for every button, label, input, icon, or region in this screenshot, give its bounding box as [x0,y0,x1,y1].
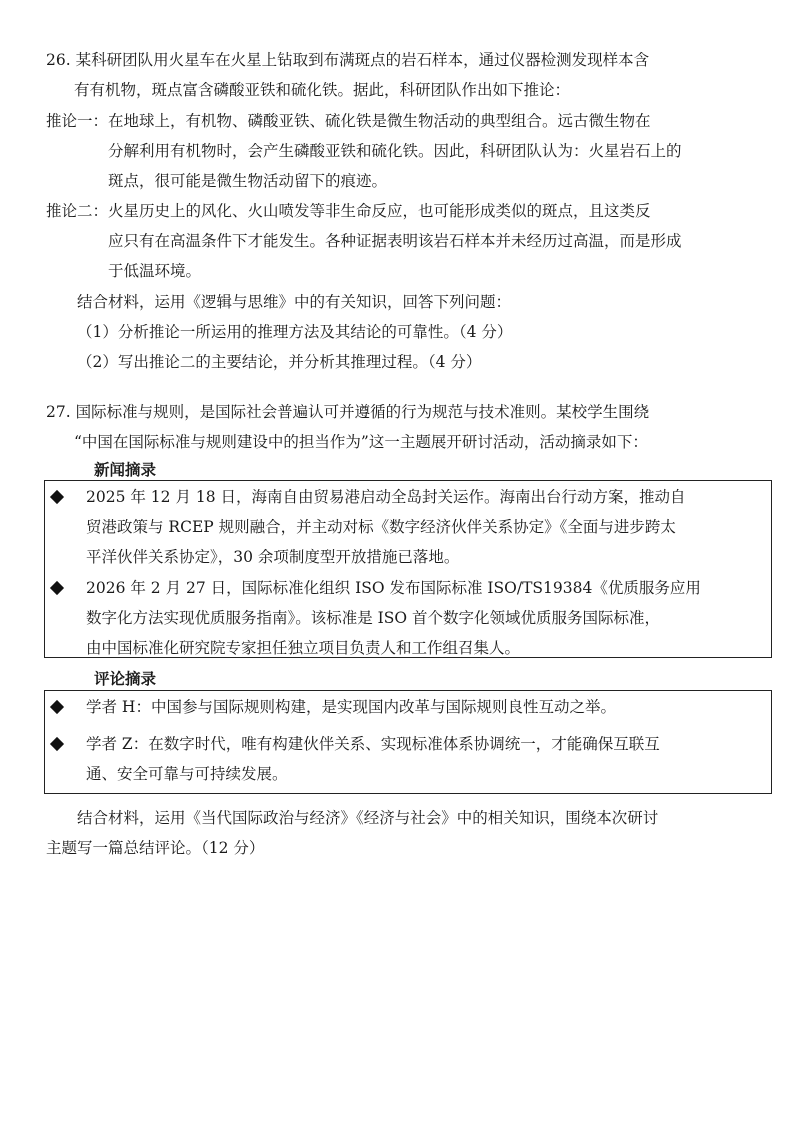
q26-instruction: 结合材料，运用《逻辑与思维》中的有关知识，回答下列问题： [77,293,512,311]
q26-inference1-line-2: 分解利用有机物时，会产生磷酸亚铁和硫化铁。因此，科研团队认为：火星岩石上的 [108,142,682,160]
q26-subquestion-2: （2）写出推论二的主要结论，并分析其推理过程。（4 分） [77,353,482,371]
comment-item-2-line-1: 学者 Z：在数字时代，唯有构建伙伴关系、实现标准体系协调统一，才能确保互联互 [86,735,660,753]
news-section-title: 新闻摘录 [94,460,157,479]
q27-line-2: “中国在国际标准与规则建设中的担当作为”这一主题展开研讨活动，活动摘录如下： [74,433,648,451]
q26-subquestion-1: （1）分析推论一所运用的推理方法及其结论的可靠性。（4 分） [77,323,513,341]
q26-inference2-line-2: 应只有在高温条件下才能发生。各种证据表明该岩石样本并未经历过高温，而是形成 [108,232,682,250]
q26-inference2-line-3: 于低温环境。 [108,262,202,280]
comment-item-2-line-2: 通、安全可靠与可持续发展。 [86,765,288,783]
news-item-1-line-2: 贸港政策与 RCEP 规则融合，并主动对标《数字经济伙伴关系协定》《全面与进步跨太 [86,518,676,536]
news-item-2-line-1: 2026 年 2 月 27 日，国际标准化组织 ISO 发布国际标准 ISO/TS19384《优质服务应用 [86,579,701,597]
news-item-1-line-1: 2025 年 12 月 18 日，海南自由贸易港启动全岛封关运作。海南出台行动方案，推动自 [86,488,686,506]
comment-section-title: 评论摘录 [94,669,157,688]
q26-inference1-line-1: 推论一：在地球上，有机物、磷酸亚铁、硫化铁是微生物活动的典型组合。远古微生物在 [46,112,651,130]
q26-inference2-line-1: 推论二：火星历史上的风化、火山喷发等非生命反应，也可能形成类似的斑点，且这类反 [46,202,651,220]
news-item-2-line-3: 由中国标准化研究院专家担任独立项目负责人和工作组召集人。 [86,639,521,657]
news-item-2-line-2: 数字化方法实现优质服务指南》。该标准是 ISO 首个数字化领域优质服务国际标准， [86,609,661,627]
q27-instruction-line-2: 主题写一篇总结评论。（12 分） [46,839,265,857]
comment-item-1: 学者 H：中国参与国际规则构建，是实现国内改革与国际规则良性互动之举。 [86,698,616,716]
q26-inference1-line-3: 斑点，很可能是微生物活动留下的痕迹。 [108,172,388,190]
q26-line-1: 26. 某科研团队用火星车在火星上钻取到布满斑点的岩石样本，通过仪器检测发现样本含 [46,51,650,69]
q27-instruction-line-1: 结合材料，运用《当代国际政治与经济》《经济与社会》中的相关知识，围绕本次研讨 [77,809,659,827]
q27-line-1: 27. 国际标准与规则，是国际社会普遍认可并遵循的行为规范与技术准则。某校学生围绕 [46,403,650,421]
news-item-1-line-3: 平洋伙伴关系协定》，30 余项制度型开放措施已落地。 [86,548,460,566]
q26-line-2: 有有机物，斑点富含磷酸亚铁和硫化铁。据此，科研团队作出如下推论： [74,81,571,99]
